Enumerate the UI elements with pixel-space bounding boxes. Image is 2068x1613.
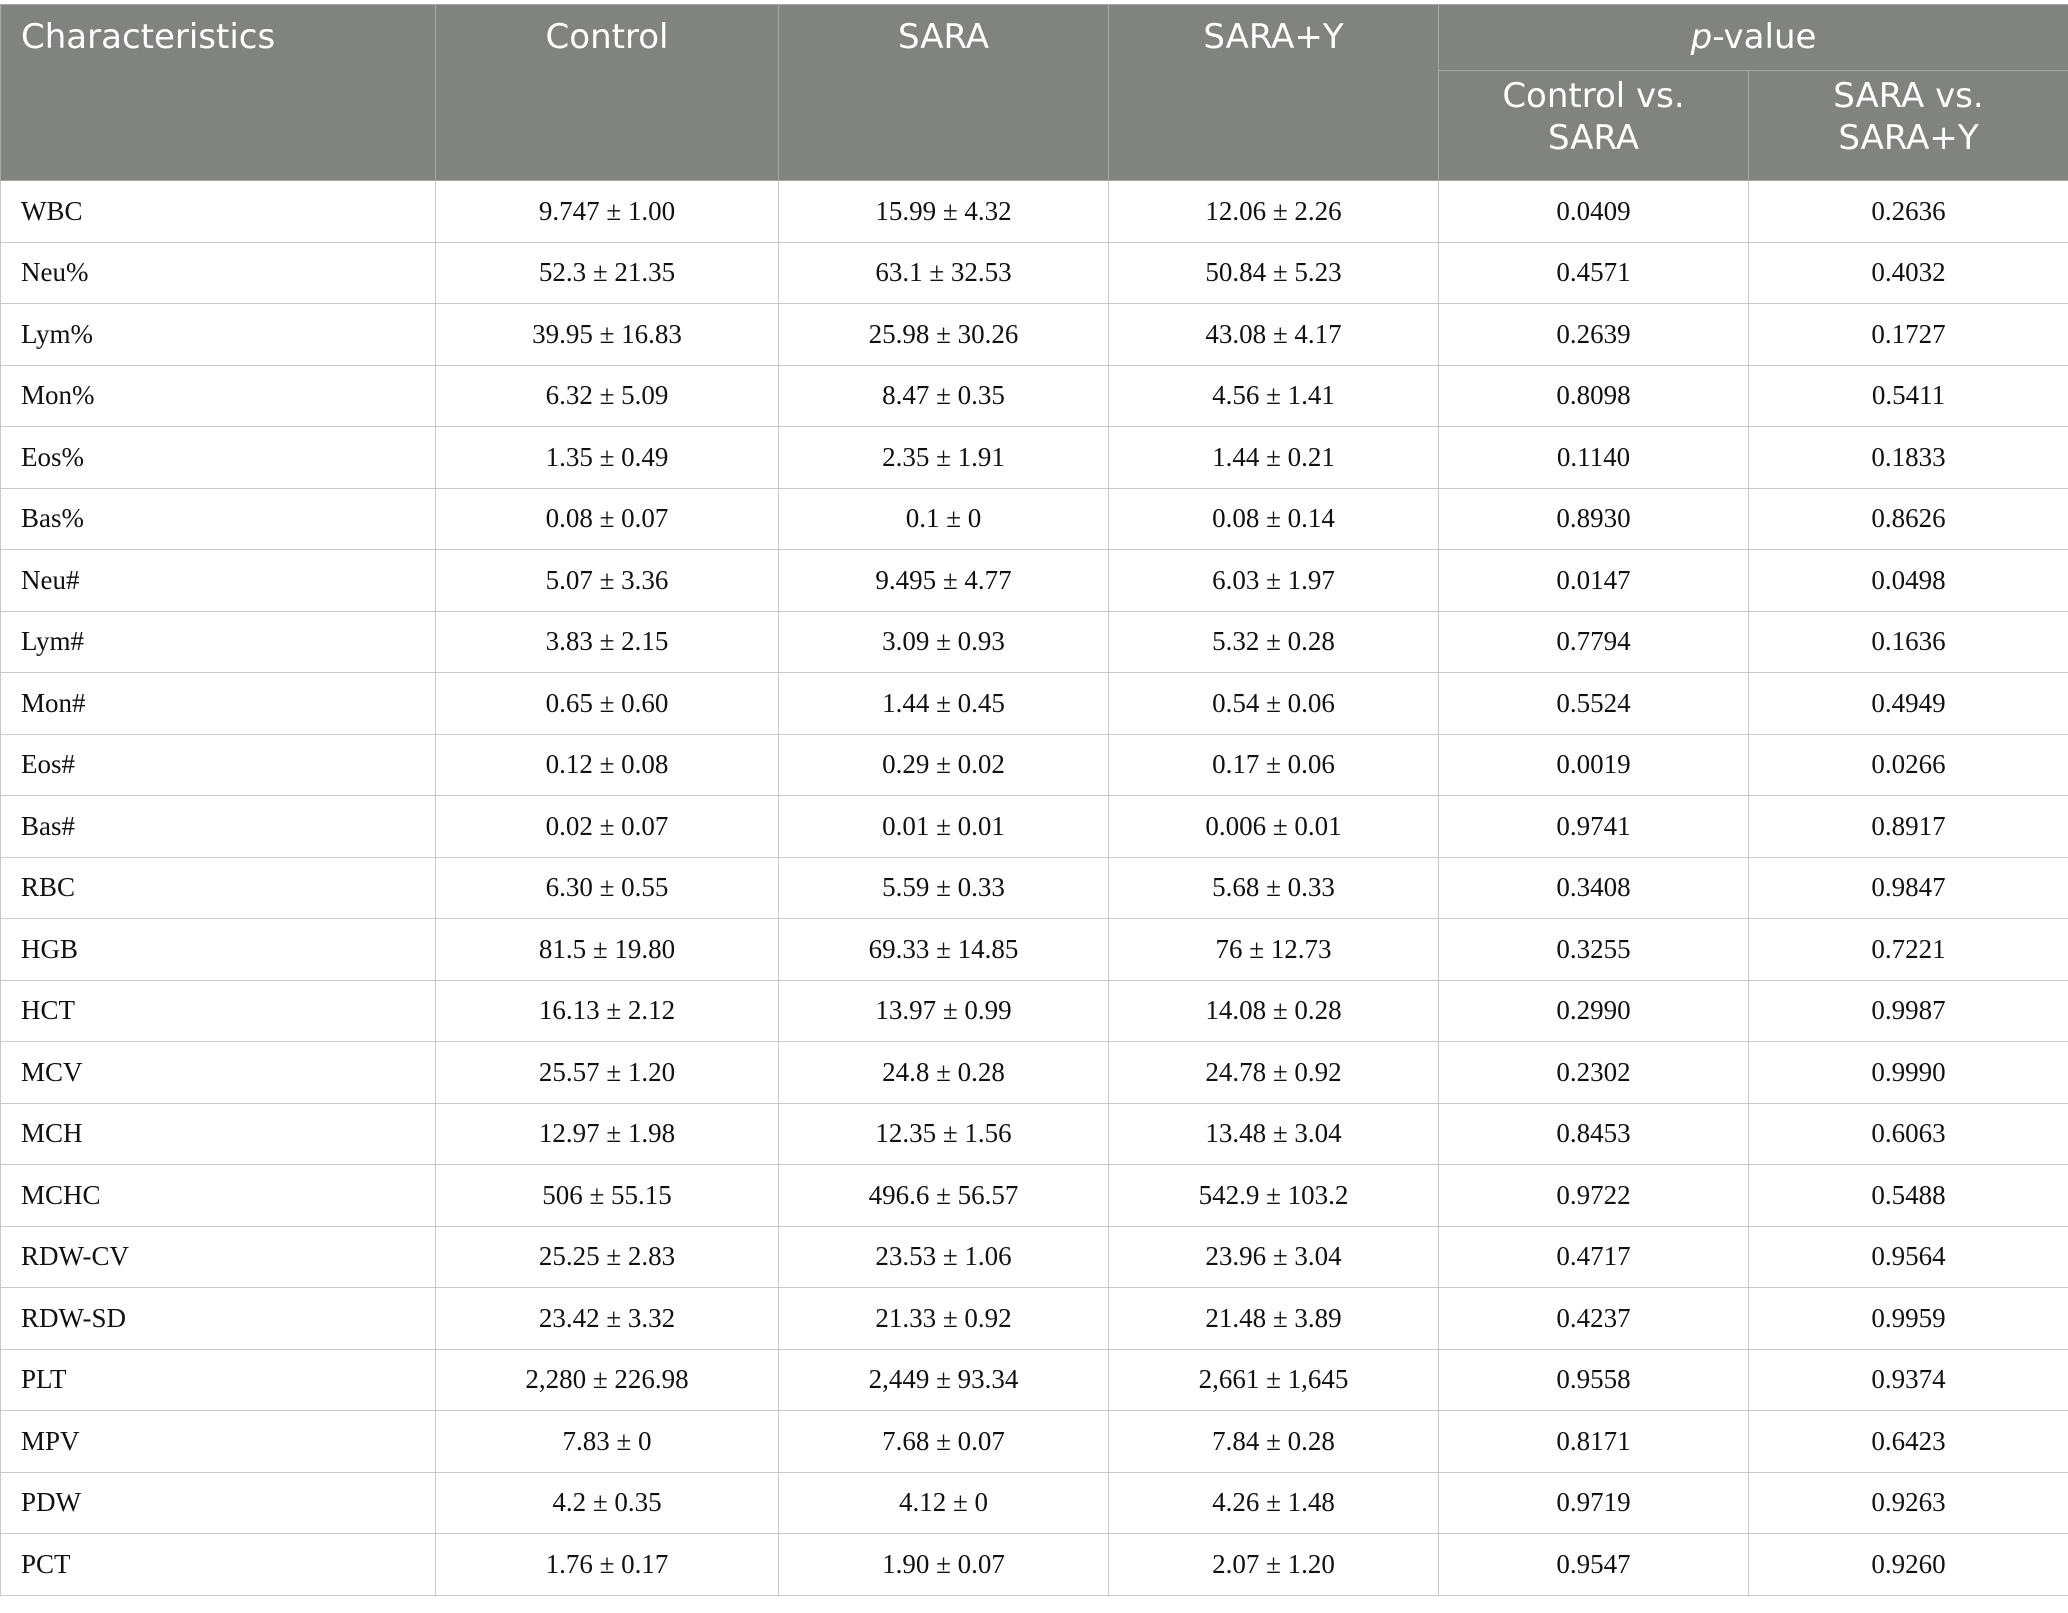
p-control-vs-sara: 0.9547 [1439,1534,1749,1596]
control-value: 39.95 ± 16.83 [436,304,779,366]
sara-value: 8.47 ± 0.35 [779,365,1109,427]
header-sara-y: SARA+Y [1109,5,1439,181]
sara-y-value: 4.26 ± 1.48 [1109,1472,1439,1534]
control-value: 6.30 ± 0.55 [436,857,779,919]
sara-value: 496.6 ± 56.57 [779,1165,1109,1227]
control-value: 1.76 ± 0.17 [436,1534,779,1596]
p-sara-vs-sara-y: 0.6063 [1749,1103,2068,1165]
header-sara: SARA [779,5,1109,181]
control-value: 1.35 ± 0.49 [436,427,779,489]
row-label: Mon# [1,673,436,735]
p-control-vs-sara: 0.9719 [1439,1472,1749,1534]
table-row [1,1534,2068,1596]
row-label: Neu% [1,242,436,304]
p-sara-vs-sara-y: 0.1636 [1749,611,2068,673]
table-row [1,181,2068,243]
p-control-vs-sara: 0.5524 [1439,673,1749,735]
sara-value: 9.495 ± 4.77 [779,550,1109,612]
p-sara-vs-sara-y: 0.7221 [1749,919,2068,981]
p-sara-vs-sara-y: 0.9374 [1749,1349,2068,1411]
p-control-vs-sara: 0.8930 [1439,488,1749,550]
control-value: 6.32 ± 5.09 [436,365,779,427]
sara-y-value: 43.08 ± 4.17 [1109,304,1439,366]
control-value: 5.07 ± 3.36 [436,550,779,612]
control-value: 16.13 ± 2.12 [436,980,779,1042]
row-label: MCH [1,1103,436,1165]
p-sara-vs-sara-y: 0.9987 [1749,980,2068,1042]
row-label: PDW [1,1472,436,1534]
control-value: 4.2 ± 0.35 [436,1472,779,1534]
p-control-vs-sara: 0.2639 [1439,304,1749,366]
p-control-vs-sara: 0.0409 [1439,181,1749,243]
control-value: 7.83 ± 0 [436,1411,779,1473]
sara-y-value: 0.17 ± 0.06 [1109,734,1439,796]
p-sara-vs-sara-y: 0.9260 [1749,1534,2068,1596]
header-p-rest: -value [1712,17,1817,57]
sara-y-value: 23.96 ± 3.04 [1109,1226,1439,1288]
p-sara-vs-sara-y: 0.9847 [1749,857,2068,919]
header-cmp1-line2: SARA [1548,118,1639,158]
row-label: MPV [1,1411,436,1473]
table-row [1,427,2068,489]
p-sara-vs-sara-y: 0.9263 [1749,1472,2068,1534]
p-sara-vs-sara-y: 0.8626 [1749,488,2068,550]
control-value: 23.42 ± 3.32 [436,1288,779,1350]
sara-value: 0.1 ± 0 [779,488,1109,550]
header-cmp2-line1: SARA vs. [1833,76,1984,116]
sara-y-value: 0.006 ± 0.01 [1109,796,1439,858]
table-body [1,181,2068,1596]
table-row [1,1472,2068,1534]
row-label: Eos% [1,427,436,489]
header-p-value [1439,5,2068,71]
row-label: Neu# [1,550,436,612]
sara-y-value: 14.08 ± 0.28 [1109,980,1439,1042]
row-label: WBC [1,181,436,243]
sara-y-value: 76 ± 12.73 [1109,919,1439,981]
p-sara-vs-sara-y: 0.4032 [1749,242,2068,304]
p-sara-vs-sara-y: 0.0498 [1749,550,2068,612]
sara-value: 13.97 ± 0.99 [779,980,1109,1042]
control-value: 2,280 ± 226.98 [436,1349,779,1411]
p-control-vs-sara: 0.7794 [1439,611,1749,673]
row-label: Bas% [1,488,436,550]
table-row [1,488,2068,550]
table-header [1,5,2068,181]
sara-value: 0.29 ± 0.02 [779,734,1109,796]
table-row [1,611,2068,673]
table-row [1,1288,2068,1350]
sara-y-value: 2,661 ± 1,645 [1109,1349,1439,1411]
row-label: Lym% [1,304,436,366]
row-label: Mon% [1,365,436,427]
header-row-top [1,5,2068,71]
table-row [1,242,2068,304]
sara-value: 15.99 ± 4.32 [779,181,1109,243]
control-value: 52.3 ± 21.35 [436,242,779,304]
row-label: RDW-CV [1,1226,436,1288]
p-control-vs-sara: 0.8171 [1439,1411,1749,1473]
p-control-vs-sara: 0.8453 [1439,1103,1749,1165]
p-sara-vs-sara-y: 0.0266 [1749,734,2068,796]
header-characteristics: Characteristics [1,5,436,181]
control-value: 3.83 ± 2.15 [436,611,779,673]
sara-y-value: 13.48 ± 3.04 [1109,1103,1439,1165]
header-p-italic: p [1690,17,1713,57]
sara-value: 12.35 ± 1.56 [779,1103,1109,1165]
row-label: HGB [1,919,436,981]
p-sara-vs-sara-y: 0.9564 [1749,1226,2068,1288]
sara-value: 23.53 ± 1.06 [779,1226,1109,1288]
row-label: Eos# [1,734,436,796]
sara-y-value: 24.78 ± 0.92 [1109,1042,1439,1104]
row-label: Lym# [1,611,436,673]
table-row [1,1165,2068,1227]
sara-y-value: 21.48 ± 3.89 [1109,1288,1439,1350]
table-row [1,550,2068,612]
p-sara-vs-sara-y: 0.2636 [1749,181,2068,243]
sara-value: 1.90 ± 0.07 [779,1534,1109,1596]
table-row [1,796,2068,858]
row-label: RBC [1,857,436,919]
p-sara-vs-sara-y: 0.4949 [1749,673,2068,735]
p-control-vs-sara: 0.4571 [1439,242,1749,304]
sara-value: 0.01 ± 0.01 [779,796,1109,858]
control-value: 0.65 ± 0.60 [436,673,779,735]
p-sara-vs-sara-y: 0.8917 [1749,796,2068,858]
sara-y-value: 6.03 ± 1.97 [1109,550,1439,612]
sara-y-value: 4.56 ± 1.41 [1109,365,1439,427]
table-row [1,980,2068,1042]
sara-y-value: 12.06 ± 2.26 [1109,181,1439,243]
p-sara-vs-sara-y: 0.6423 [1749,1411,2068,1473]
control-value: 0.02 ± 0.07 [436,796,779,858]
sara-y-value: 5.68 ± 0.33 [1109,857,1439,919]
p-control-vs-sara: 0.0019 [1439,734,1749,796]
sara-y-value: 50.84 ± 5.23 [1109,242,1439,304]
sara-value: 4.12 ± 0 [779,1472,1109,1534]
p-control-vs-sara: 0.8098 [1439,365,1749,427]
control-value: 0.08 ± 0.07 [436,488,779,550]
p-control-vs-sara: 0.0147 [1439,550,1749,612]
p-sara-vs-sara-y: 0.5488 [1749,1165,2068,1227]
row-label: Bas# [1,796,436,858]
p-control-vs-sara: 0.4237 [1439,1288,1749,1350]
row-label: MCHC [1,1165,436,1227]
control-value: 81.5 ± 19.80 [436,919,779,981]
control-value: 25.57 ± 1.20 [436,1042,779,1104]
p-sara-vs-sara-y: 0.9990 [1749,1042,2068,1104]
sara-value: 25.98 ± 30.26 [779,304,1109,366]
header-control-vs-sara [1439,71,1749,181]
sara-value: 2.35 ± 1.91 [779,427,1109,489]
control-value: 0.12 ± 0.08 [436,734,779,796]
p-control-vs-sara: 0.9722 [1439,1165,1749,1227]
table-row [1,304,2068,366]
sara-y-value: 0.08 ± 0.14 [1109,488,1439,550]
p-control-vs-sara: 0.9741 [1439,796,1749,858]
control-value: 25.25 ± 2.83 [436,1226,779,1288]
row-label: PLT [1,1349,436,1411]
p-control-vs-sara: 0.1140 [1439,427,1749,489]
p-sara-vs-sara-y: 0.1727 [1749,304,2068,366]
p-control-vs-sara: 0.2990 [1439,980,1749,1042]
p-control-vs-sara: 0.2302 [1439,1042,1749,1104]
sara-y-value: 1.44 ± 0.21 [1109,427,1439,489]
header-control: Control [436,5,779,181]
table-row [1,919,2068,981]
table-row [1,857,2068,919]
sara-value: 24.8 ± 0.28 [779,1042,1109,1104]
table-row [1,365,2068,427]
sara-value: 21.33 ± 0.92 [779,1288,1109,1350]
p-control-vs-sara: 0.3255 [1439,919,1749,981]
control-value: 12.97 ± 1.98 [436,1103,779,1165]
control-value: 9.747 ± 1.00 [436,181,779,243]
sara-y-value: 2.07 ± 1.20 [1109,1534,1439,1596]
header-sara-vs-sara-y [1749,71,2068,181]
sara-y-value: 7.84 ± 0.28 [1109,1411,1439,1473]
table-row [1,673,2068,735]
sara-value: 2,449 ± 93.34 [779,1349,1109,1411]
sara-value: 63.1 ± 32.53 [779,242,1109,304]
header-cmp1-line1: Control vs. [1502,76,1685,116]
sara-y-value: 0.54 ± 0.06 [1109,673,1439,735]
p-control-vs-sara: 0.4717 [1439,1226,1749,1288]
table-row [1,1349,2068,1411]
sara-y-value: 5.32 ± 0.28 [1109,611,1439,673]
row-label: PCT [1,1534,436,1596]
sara-value: 3.09 ± 0.93 [779,611,1109,673]
table-row [1,1411,2068,1473]
row-label: HCT [1,980,436,1042]
data-table [0,4,2068,1596]
p-sara-vs-sara-y: 0.1833 [1749,427,2068,489]
row-label: RDW-SD [1,1288,436,1350]
header-cmp2-line2: SARA+Y [1838,118,1979,158]
sara-y-value: 542.9 ± 103.2 [1109,1165,1439,1227]
table-row [1,1042,2068,1104]
control-value: 506 ± 55.15 [436,1165,779,1227]
table-row [1,1226,2068,1288]
sara-value: 5.59 ± 0.33 [779,857,1109,919]
p-sara-vs-sara-y: 0.5411 [1749,365,2068,427]
table-row [1,1103,2068,1165]
p-sara-vs-sara-y: 0.9959 [1749,1288,2068,1350]
table-row [1,734,2068,796]
sara-value: 1.44 ± 0.45 [779,673,1109,735]
p-control-vs-sara: 0.9558 [1439,1349,1749,1411]
sara-value: 7.68 ± 0.07 [779,1411,1109,1473]
p-control-vs-sara: 0.3408 [1439,857,1749,919]
sara-value: 69.33 ± 14.85 [779,919,1109,981]
row-label: MCV [1,1042,436,1104]
